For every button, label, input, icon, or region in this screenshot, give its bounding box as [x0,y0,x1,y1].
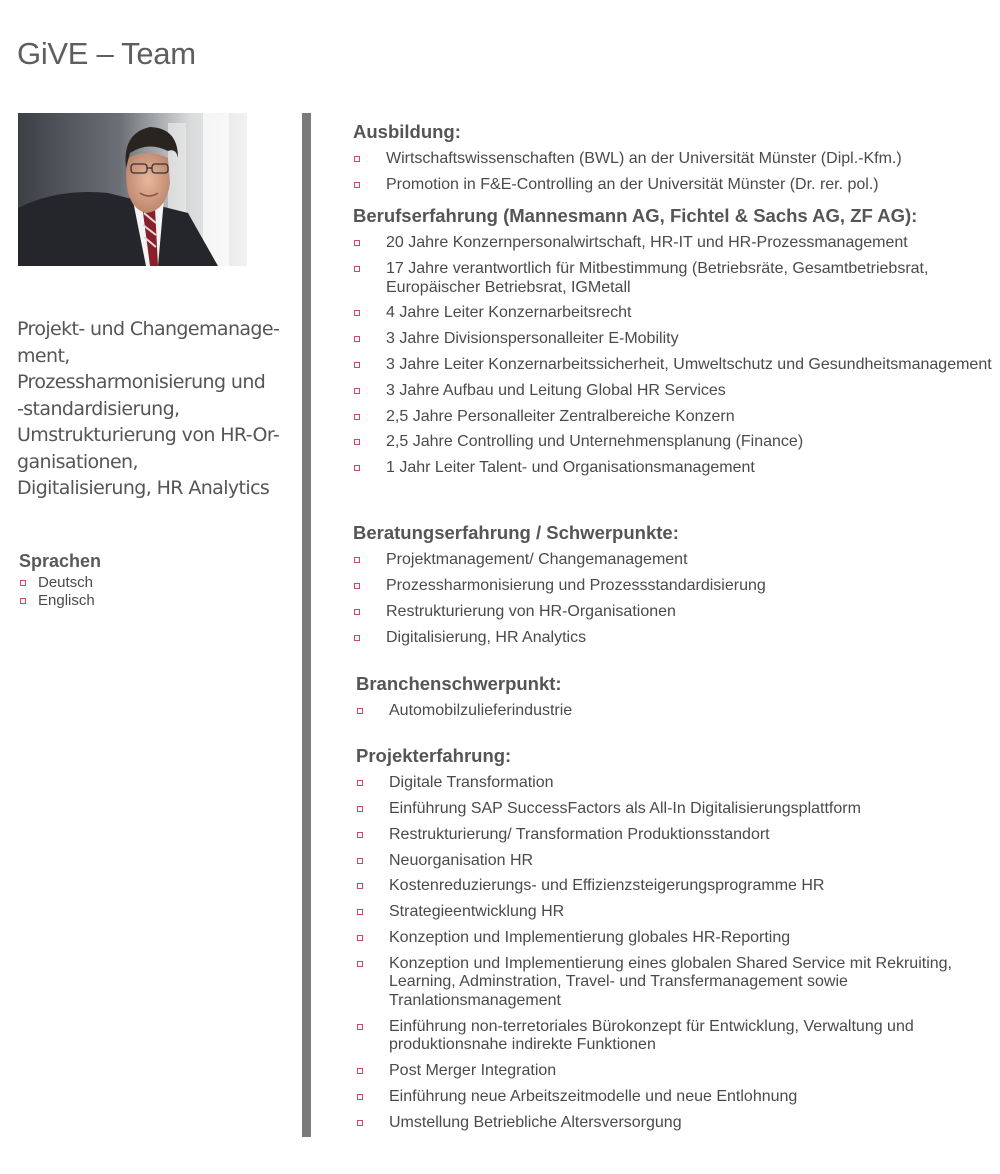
item-text: 3 Jahre Divisionspersonalleiter E-Mobility [386,330,679,348]
item-text: Digitalisierung, HR Analytics [386,628,587,646]
section-heading: Ausbildung: [353,121,461,142]
list-item [356,1114,996,1133]
bullet-square-icon [20,598,26,604]
bullet-square-icon [354,583,360,589]
item-text: Einführung SAP SuccessFactors als All-In Digitalisierungsplattform [389,800,861,818]
list-item [356,1018,996,1055]
bullet-square-icon [357,909,363,915]
bullet-square-icon [354,310,360,316]
bullet-square-icon [354,609,360,615]
list-item [353,176,993,195]
bullet-square-icon [354,336,360,342]
item-text: Einführung non-terretoriales Bürokonzept für Entwicklung, Verwaltung und produktionsnahe indirekte Funktionen [389,1017,914,1054]
list-item [353,330,993,349]
item-text: Umstellung Betriebliche Altersversorgung [389,1113,682,1131]
list-item [353,260,993,297]
focus-areas-text: Projekt- und Changemanage- ment, Prozessharmonisierung und -standardisierung, Umstrukturierung von HR-Or- ganisationen, Digitalisierung, HR Analytics [17,318,280,499]
section-heading: Beratungserfahrung / Schwerpunkte: [353,522,679,543]
list-item [356,903,996,922]
item-text: Prozessharmonisierung und Prozessstandardisierung [386,577,766,595]
item-text: Projektmanagement/ Changemanagement [386,551,688,569]
item-text: Konzeption und Implementierung globales HR-Reporting [389,929,791,947]
item-text: Wirtschaftswissenschaften (BWL) an der Universität Münster (Dipl.-Kfm.) [386,150,902,168]
item-text: Promotion in F&E-Controlling an der Universität Münster (Dr. rer. pol.) [386,176,879,194]
language-label: Deutsch [38,574,94,591]
bullet-square-icon [357,858,363,864]
list-item [353,356,993,375]
bullet-list [353,234,993,477]
item-text: Neuorganisation HR [389,851,534,869]
list-item [356,702,996,721]
bullet-square-icon [357,1120,363,1126]
item-text: 2,5 Jahre Controlling und Unternehmensplanung (Finance) [386,433,804,451]
section-projekterfahrung [356,745,996,1132]
list-item [353,408,993,427]
bullet-list [353,150,993,194]
item-text: Post Merger Integration [389,1061,557,1079]
section-branchenschwerpunkt [356,673,996,721]
item-text: 17 Jahre verantwortlich für Mitbestimmung (Betriebsräte, Gesamtbetriebsrat, Europäischer Betriebsrat, IGMetall [386,260,929,296]
section-ausbildung [353,121,993,195]
bullet-square-icon [357,1068,363,1074]
item-text: 4 Jahre Leiter Konzernarbeitsrecht [386,304,632,322]
list-item [353,551,993,570]
bullet-square-icon [354,266,360,272]
list-item [356,955,996,1011]
languages-list [19,574,101,609]
item-text: Strategieentwicklung HR [389,903,565,921]
item-text: 1 Jahr Leiter Talent- und Organisationsmanagement [386,459,755,477]
bullet-square-icon [354,182,360,188]
bullet-square-icon [357,1094,363,1100]
list-item [353,382,993,401]
languages-heading: Sprachen [19,551,102,571]
list-item [356,800,996,819]
language-item [19,592,101,610]
item-text: Restrukturierung/ Transformation Produktionsstandort [389,825,770,843]
list-item [353,577,993,596]
item-text: 20 Jahre Konzernpersonalwirtschaft, HR-IT und HR-Prozessmanagement [386,234,908,252]
section-heading: Berufserfahrung (Mannesmann AG, Fichtel & Sachs AG, ZF AG): [353,205,918,226]
item-text: Einführung neue Arbeitszeitmodelle und neue Entlohnung [389,1087,798,1105]
list-item [356,852,996,871]
bullet-list [353,551,993,647]
section-beratungserfahrung [353,522,993,647]
list-item [356,826,996,845]
list-item [356,774,996,793]
list-item [353,459,993,478]
bullet-square-icon [354,635,360,641]
section-heading: Branchenschwerpunkt: [356,673,562,694]
bullet-square-icon [357,961,363,967]
list-item [353,603,993,622]
item-text: Automobilzulieferindustrie [389,702,573,720]
vertical-divider [302,113,311,1137]
bullet-square-icon [357,832,363,838]
section-berufserfahrung [353,205,993,478]
list-item [356,1088,996,1107]
bullet-square-icon [354,156,360,162]
bullet-square-icon [354,465,360,471]
bullet-square-icon [357,708,363,714]
bullet-square-icon [354,414,360,420]
item-text: 3 Jahre Aufbau und Leitung Global HR Services [386,381,726,399]
languages-block [19,551,101,609]
list-item [356,1062,996,1081]
list-item [353,150,993,169]
list-item [356,877,996,896]
bullet-square-icon [20,580,26,586]
person-portrait-image [18,113,247,266]
bullet-square-icon [357,883,363,889]
item-text: Kostenreduzierungs- und Effizienzsteigerungsprogramme HR [389,877,825,895]
item-text: Konzeption und Implementierung eines globalen Shared Service mit Rekruiting, Learning, Adminstration, Travel- und Transfermanagement sowie Tranlationsmanagement [389,954,952,1009]
bullet-square-icon [354,557,360,563]
language-label: Englisch [38,591,95,609]
bullet-list [356,702,996,721]
item-text: 3 Jahre Leiter Konzernarbeitssicherheit, Umweltschutz und Gesundheitsmanagement [386,355,992,373]
list-item [353,234,993,253]
bullet-square-icon [357,1024,363,1030]
list-item [356,929,996,948]
language-item [19,574,101,592]
bullet-list [356,774,996,1132]
list-item [353,304,993,323]
item-text: 2,5 Jahre Personalleiter Zentralbereiche Konzern [386,407,735,425]
item-text: Digitale Transformation [389,774,554,792]
list-item [353,433,993,452]
bullet-square-icon [354,388,360,394]
bullet-square-icon [354,362,360,368]
bullet-square-icon [354,439,360,445]
bullet-square-icon [357,780,363,786]
page-title: GiVE – Team [17,36,196,71]
item-text: Restrukturierung von HR-Organisationen [386,602,676,620]
list-item [353,629,993,648]
bullet-square-icon [357,806,363,812]
bullet-square-icon [354,240,360,246]
section-heading: Projekterfahrung: [356,745,512,766]
profile-photo [18,113,247,266]
bullet-square-icon [357,935,363,941]
